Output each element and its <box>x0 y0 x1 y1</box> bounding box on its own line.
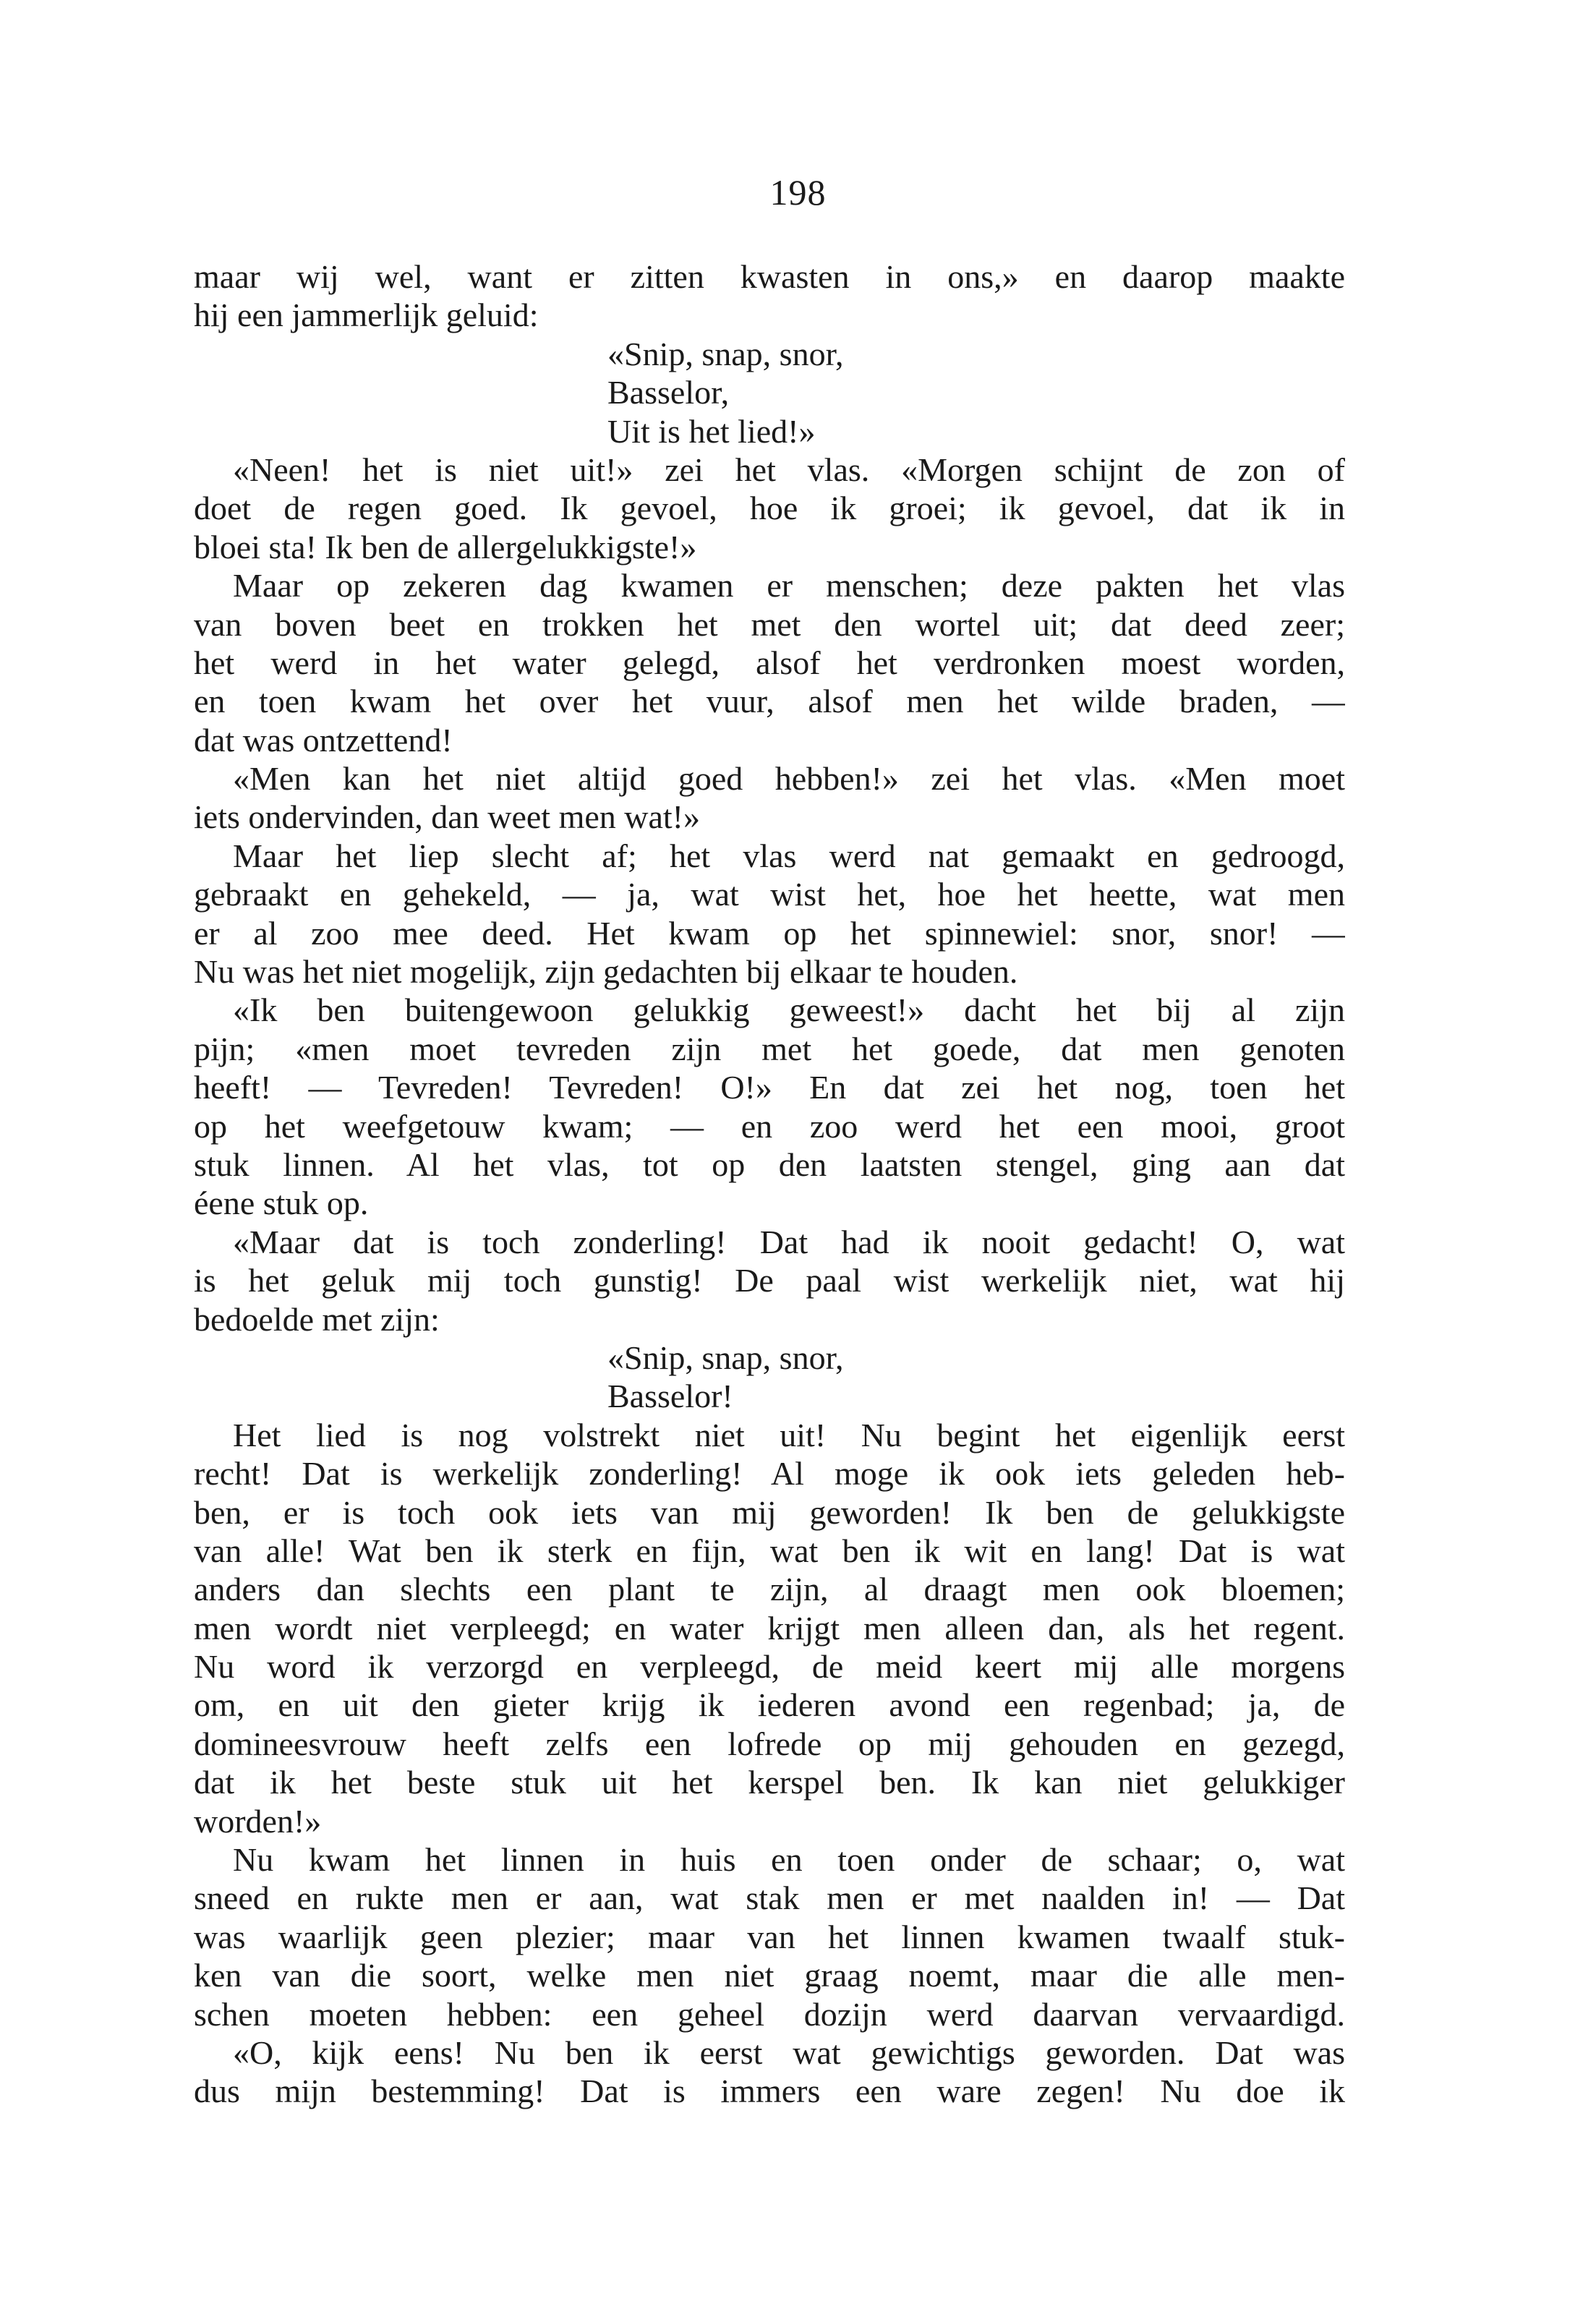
text-line: recht! Dat is werkelijk zonderling! Al moge ik ook iets geleden heb- <box>194 1455 1345 1493</box>
text-line: was waarlijk geen plezier; maar van het linnen kwamen twaalf stuk- <box>194 1918 1345 1955</box>
text-line: hij een jammerlijk geluid: <box>194 296 539 334</box>
text-line: doet de regen goed. Ik gevoel, hoe ik groei; ik gevoel, dat ik in <box>194 490 1345 527</box>
text-line: dat was ontzettend! <box>194 721 453 759</box>
text-line: er al zoo mee deed. Het kwam op het spinnewiel: snor, snor! — <box>194 914 1345 952</box>
verse-line: Basselor! <box>607 1378 733 1415</box>
text-line: Maar op zekeren dag kwamen er menschen; deze pakten het vlas <box>233 567 1345 605</box>
text-line: heeft! — Tevreden! Tevreden! O!» En dat zei het nog, toen het <box>194 1069 1345 1106</box>
text-line: bloei sta! Ik ben de allergelukkigste!» <box>194 528 697 565</box>
text-line: «O, kijk eens! Nu ben ik eerst wat gewichtigs geworden. Dat was <box>233 2033 1345 2071</box>
text-line: stuk linnen. Al het vlas, tot op den laatsten stengel, ging aan dat <box>194 1145 1345 1183</box>
text-line: en toen kwam het over het vuur, alsof men het wilde braden, — <box>194 683 1345 720</box>
text-line: om, en uit den gieter krijg ik iederen avond een regenbad; ja, de <box>194 1686 1345 1724</box>
verse-line: Basselor, <box>607 374 730 411</box>
page-number: 198 <box>769 172 827 213</box>
text-line: Nu was het niet mogelijk, zijn gedachten bij elkaar te houden. <box>194 953 1018 991</box>
text-line: is het geluk mij toch gunstig! De paal wist werkelijk niet, wat hij <box>194 1262 1345 1299</box>
text-line: Maar het liep slecht af; het vlas werd nat gemaakt en gedroogd, <box>233 837 1345 874</box>
text-line: anders dan slechts een plant te zijn, al draagt men ook bloemen; <box>194 1571 1345 1608</box>
text-line: «Maar dat is toch zonderling! Dat had ik nooit gedacht! O, wat <box>233 1223 1345 1260</box>
text-line: iets ondervinden, dan weet men wat!» <box>194 798 700 836</box>
text-line: dat ik het beste stuk uit het kerspel ben. Ik kan niet gelukkiger <box>194 1764 1345 1801</box>
text-line: schen moeten hebben: een geheel dozijn werd daarvan vervaardigd. <box>194 1995 1345 2033</box>
text-line: domineesvrouw heeft zelfs een lofrede op mij gehouden en gezegd, <box>194 1725 1345 1762</box>
text-line: op het weefgetouw kwam; — en zoo werd het een mooi, groot <box>194 1107 1345 1145</box>
body-text <box>194 257 1345 2111</box>
text-line: «Ik ben buitengewoon gelukkig geweest!» dacht het bij al zijn <box>233 991 1345 1029</box>
text-line: «Neen! het is niet uit!» zei het vlas. «Morgen schijnt de zon of <box>233 451 1345 488</box>
text-line: sneed en rukte men er aan, wat stak men er met naalden in! — Dat <box>194 1879 1345 1917</box>
text-line: Nu kwam het linnen in huis en toen onder de schaar; o, wat <box>233 1841 1345 1879</box>
verse-line: «Snip, snap, snor, <box>607 1339 844 1376</box>
text-line: Het lied is nog volstrekt niet uit! Nu begint het eigenlijk eerst <box>233 1416 1345 1453</box>
text-line: ben, er is toch ook iets van mij geworden! Ik ben de gelukkigste <box>194 1493 1345 1531</box>
text-line: men wordt niet verpleegd; en water krijgt men alleen dan, als het regent. <box>194 1609 1345 1647</box>
verse-line: «Snip, snap, snor, <box>607 335 844 372</box>
text-line: gebraakt en gehekeld, — ja, wat wist het, hoe het heette, wat men <box>194 876 1345 913</box>
text-line: van boven beet en trokken het met den wortel uit; dat deed zeer; <box>194 605 1345 643</box>
text-line: bedoelde met zijn: <box>194 1300 440 1338</box>
text-line: dus mijn bestemming! Dat is immers een ware zegen! Nu doe ik <box>194 2072 1345 2110</box>
text-line: «Men kan het niet altijd goed hebben!» zei het vlas. «Men moet <box>233 760 1345 798</box>
text-line: ken van die soort, welke men niet graag noemt, maar die alle men- <box>194 1957 1345 1994</box>
text-line: pijn; «men moet tevreden zijn met het goede, dat men genoten <box>194 1030 1345 1067</box>
text-line: éene stuk op. <box>194 1184 369 1222</box>
text-line: worden!» <box>194 1802 322 1840</box>
text-line: het werd in het water gelegd, alsof het verdronken moest worden, <box>194 644 1345 681</box>
text-line: Nu word ik verzorgd en verpleegd, de meid keert mij alle morgens <box>194 1648 1345 1686</box>
verse-line: Uit is het lied!» <box>607 412 816 450</box>
text-line: maar wij wel, want er zitten kwasten in ons,» en daarop maakte <box>194 258 1345 295</box>
text-line: van alle! Wat ben ik sterk en fijn, wat ben ik wit en lang! Dat is wat <box>194 1532 1345 1569</box>
